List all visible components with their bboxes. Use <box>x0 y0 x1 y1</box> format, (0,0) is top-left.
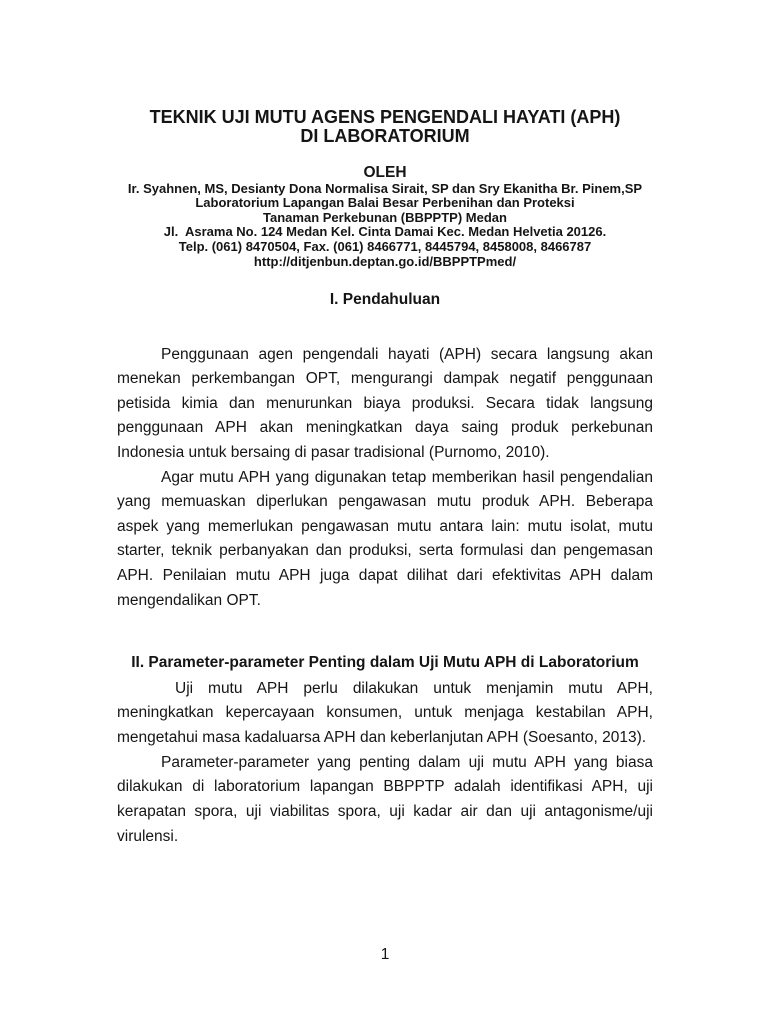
paragraph-line: menekan perkembangan OPT, mengurangi dampak negatif penggunaan <box>117 370 653 388</box>
paragraph-line: meningkatkan kepercayaan konsumen, untuk menjaga kestabilan APH, <box>117 704 653 722</box>
contact-numbers: Telp. (061) 8470504, Fax. (061) 8466771, 8445794, 8458008, 8466787 <box>178 239 592 255</box>
byline-label: OLEH <box>363 164 407 181</box>
author-info <box>117 182 653 270</box>
paragraph-line: kerapatan spora, uji viabilitas spora, uji kadar air dan uji antagonisme/uji <box>117 803 653 821</box>
paragraph-line: petisida kimia dan menurunkan biaya produksi. Secara tidak langsung <box>117 394 653 412</box>
paragraph <box>117 343 653 466</box>
institution-line-1: Laboratorium Lapangan Balai Besar Perbenihan dan Proteksi <box>195 195 575 211</box>
paragraph <box>117 466 653 614</box>
section-heading: II. Parameter-parameter Penting dalam Uji Mutu APH di Laboratorium <box>131 654 639 671</box>
title-line-2: DI LABORATORIUM <box>300 125 470 146</box>
address: Jl. Asrama No. 124 Medan Kel. Cinta Damai Kec. Medan Helvetia 20126. <box>163 224 607 240</box>
section-heading: I. Pendahuluan <box>329 291 441 308</box>
authors: Ir. Syahnen, MS, Desianty Dona Normalisa Sirait, SP dan Sry Ekanitha Br. Pinem,SP <box>127 180 643 196</box>
paragraph-line: APH. Penilaian mutu APH juga dapat dilihat dari efektivitas APH dalam <box>117 567 653 585</box>
paragraph-line: yang memuaskan diperlukan pengawasan mutu produk APH. Beberapa <box>117 493 653 511</box>
paragraph-line: Parameter-parameter yang penting dalam uji mutu APH yang biasa <box>161 753 653 771</box>
section-body <box>117 677 653 850</box>
paragraph-line: Uji mutu APH perlu dilakukan untuk menjamin mutu APH, <box>175 679 653 697</box>
document-title <box>117 108 653 146</box>
page-number: 1 <box>380 946 390 963</box>
title-line-1: TEKNIK UJI MUTU AGENS PENGENDALI HAYATI (APH) <box>149 106 621 127</box>
paragraph-line: Agar mutu APH yang digunakan tetap memberikan hasil pengendalian <box>161 468 653 486</box>
institution-line-2: Tanaman Perkebunan (BBPPTP) Medan <box>263 209 507 225</box>
paragraph-line: Indonesia untuk bersaing di pasar tradisional (Purnomo, 2010). <box>117 444 550 462</box>
paragraph-line: virulensi. <box>117 827 179 845</box>
paragraph <box>117 751 653 850</box>
paragraph <box>117 677 653 751</box>
section-body <box>117 343 653 614</box>
paragraph-line: starter, teknik perbanyakan dan produksi, serta formulasi dan pengemasan <box>117 542 653 560</box>
paragraph-line: Penggunaan agen pengendali hayati (APH) secara langsung akan <box>161 345 653 363</box>
paragraph-line: penggunaan APH akan meningkatkan daya saing produk perkebunan <box>117 419 653 437</box>
paragraph-line: dilakukan di laboratorium lapangan BBPPTP adalah identifikasi APH, uji <box>117 778 653 796</box>
website-url: http://ditjenbun.deptan.go.id/BBPPTPmed/ <box>253 253 517 269</box>
paragraph-line: aspek yang memerlukan pengawasan mutu antara lain: mutu isolat, mutu <box>117 517 653 535</box>
paragraph-line: mengetahui masa kadaluarsa APH dan keberlanjutan APH (Soesanto, 2013). <box>117 729 647 746</box>
paragraph-line: mengendalikan OPT. <box>117 591 261 609</box>
